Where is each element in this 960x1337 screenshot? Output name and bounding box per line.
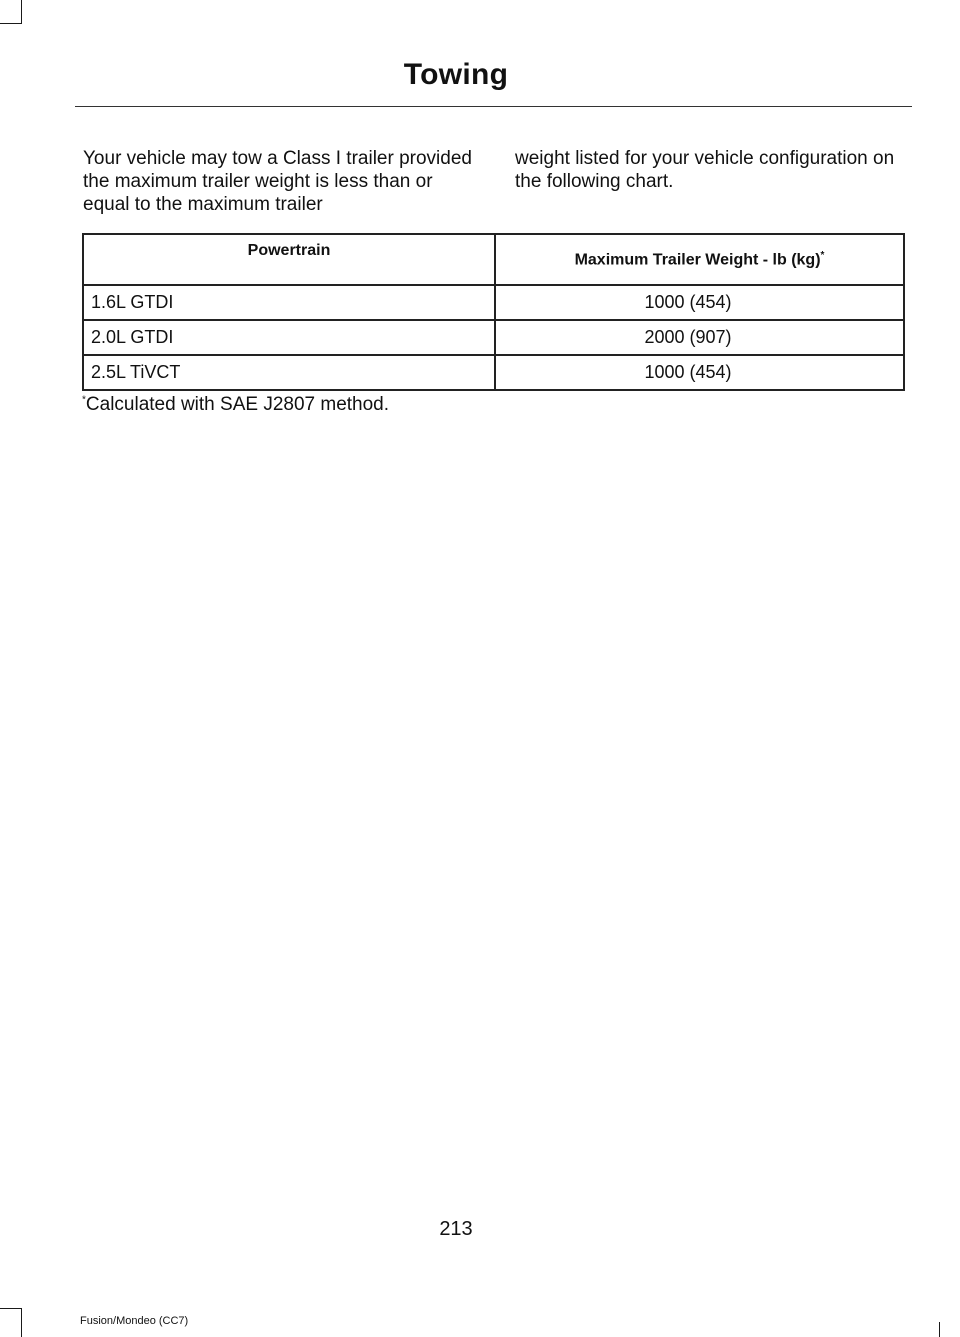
footnote-text: Calculated with SAE J2807 method. bbox=[85, 394, 390, 415]
crop-mark-bottom-left-v bbox=[21, 1308, 22, 1337]
header-powertrain: Powertrain bbox=[83, 234, 495, 285]
trailer-weight-table bbox=[82, 233, 905, 391]
header-max-trailer-weight-label: Maximum Trailer Weight - lb (kg) bbox=[574, 251, 821, 269]
header-max-trailer-weight bbox=[495, 234, 904, 285]
powertrain-cell: 1.6L GTDI bbox=[83, 285, 495, 320]
weight-cell: 1000 (454) bbox=[495, 355, 904, 390]
footnote-mark: * bbox=[820, 249, 825, 261]
table-footnote bbox=[82, 394, 389, 416]
page-title: Towing bbox=[403, 58, 509, 91]
footer-model-label: Fusion/Mondeo (CC7) bbox=[80, 1315, 189, 1327]
powertrain-cell: 2.5L TiVCT bbox=[83, 355, 495, 390]
crop-mark-bottom-right-v bbox=[939, 1322, 940, 1337]
table-row bbox=[83, 320, 904, 355]
crop-mark-top-left-h bbox=[0, 23, 22, 24]
crop-mark-bottom-left-h bbox=[0, 1308, 22, 1309]
weight-cell: 2000 (907) bbox=[495, 320, 904, 355]
intro-text-column-1: Your vehicle may tow a Class I trailer provided the maximum trailer weight is less than or equal to the maximum trailer bbox=[83, 148, 472, 215]
title-divider bbox=[75, 106, 912, 107]
table-row bbox=[83, 285, 904, 320]
weight-cell: 1000 (454) bbox=[495, 285, 904, 320]
page-number: 213 bbox=[439, 1218, 473, 1240]
table-row bbox=[83, 355, 904, 390]
table-header-row bbox=[83, 234, 904, 285]
intro-text-column-2: weight listed for your vehicle configuration on the following chart. bbox=[515, 148, 895, 192]
footnote-mark: * bbox=[82, 394, 86, 406]
crop-mark-top-left-v bbox=[21, 0, 22, 24]
powertrain-cell: 2.0L GTDI bbox=[83, 320, 495, 355]
